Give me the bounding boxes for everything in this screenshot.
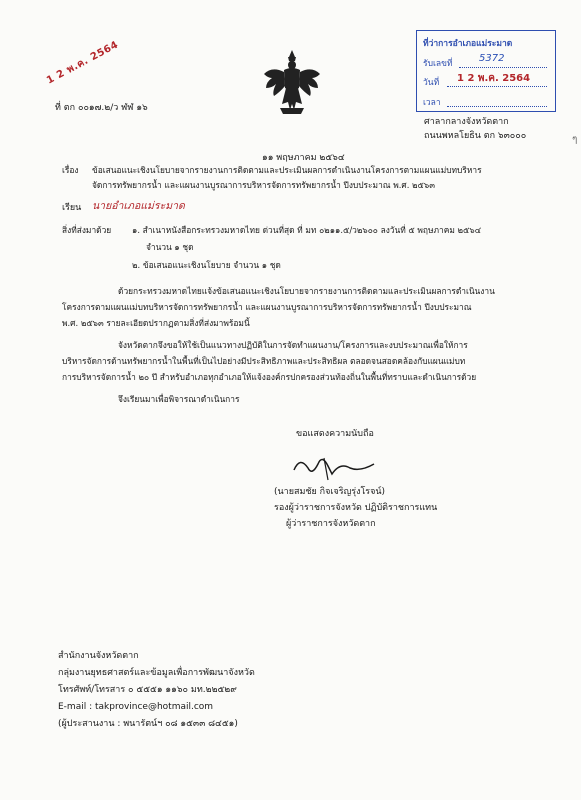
receipt-time-label: เวลา [423, 98, 441, 108]
paragraph-1-line-3: พ.ศ. ๒๕๖๓ รายละเอียดปรากฏตามสิ่งที่ส่งมาพร้อมนี้ [62, 318, 250, 328]
enclosure-item-1-qty: จำนวน ๑ ชุด [146, 242, 194, 252]
signer-position-1: รองผู้ว่าราชการจังหวัด ปฏิบัติราชการแทน [274, 503, 438, 513]
paragraph-2-line-2: บริหารจัดการด้านทรัพยากรน้ำในพื้นที่เป็นไปอย่างมีประสิทธิภาพและประสิทธิผล ตลอดจนสอดคล้องกับแผนแม่บท [62, 356, 466, 366]
enclosure-item-1: ๑. สำเนาหนังสือกระทรวงมหาดไทย ด่วนที่สุด ที่ มท ๐๒๑๑.๕/ว๒๖๐๐ ลงวันที่ ๕ พฤษภาคม ๒๕๖๔ [132, 225, 482, 235]
subject-label: เรื่อง [62, 165, 79, 175]
sender-address: ถนนพหลโยธิน ตก ๖๓๐๐๐ [424, 131, 527, 141]
receipt-stamp [416, 30, 556, 112]
paragraph-1-line-1: ด้วยกระทรวงมหาดไทยแจ้งข้อเสนอแนะเชิงนโยบายจากรายงานการติดตามและประเมินผลการดำเนินงาน [118, 286, 495, 296]
document-number: ที่ ตก ๐๐๑๗.๒/ว ฬฬ ๑๖ [55, 103, 148, 113]
signer-position-2: ผู้ว่าราชการจังหวัดตาก [286, 519, 376, 529]
received-date-stamp: 1 2 พ.ค. 2564 [44, 39, 121, 87]
receipt-no-label: รับเลขที่ [423, 59, 453, 69]
paragraph-3: จึงเรียนมาเพื่อพิจารณาดำเนินการ [118, 394, 240, 404]
footer-division: กลุ่มงานยุทธศาสตร์และข้อมูลเพื่อการพัฒนาจังหวัด [58, 668, 255, 678]
footer-email: E-mail : takprovince@hotmail.com [58, 702, 214, 712]
paragraph-1-line-2: โครงการตามแผนแม่บทบริหารจัดการทรัพยากรน้ำ และแผนงานบูรณาการบริหารจัดการทรัพยากรน้ำ ปีงบประมาณ [62, 302, 472, 312]
signature-scribble [288, 446, 378, 486]
footer-office: สำนักงานจังหวัดตาก [58, 651, 139, 661]
closing: ขอแสดงความนับถือ [296, 429, 374, 439]
page-side-mark: ๆ [572, 134, 578, 145]
subject-line-1: ข้อเสนอแนะเชิงนโยบายจากรายงานการติดตามและประเมินผลการดำเนินงานโครงการตามแผนแม่บทบริหาร [92, 165, 482, 175]
receipt-office: ที่ว่าการอำเภอแม่ระมาด [423, 39, 513, 49]
paragraph-2-line-1: จังหวัดตากจึงขอให้ใช้เป็นแนวทางปฏิบัติในการจัดทำแผนงาน/โครงการและงบประมาณเพื่อให้การ [118, 340, 468, 350]
subject-line-2: จัดการทรัพยากรน้ำ และแผนงานบูรณาการบริหารจัดการทรัพยากรน้ำ ปีงบประมาณ พ.ศ. ๒๕๖๓ [92, 180, 435, 190]
enclosure-item-2: ๒. ข้อเสนอแนะเชิงนโยบาย จำนวน ๑ ชุด [132, 260, 281, 270]
garuda-emblem-icon [262, 48, 322, 118]
letter-date: ๑๑ พฤษภาคม ๒๕๖๔ [262, 153, 345, 163]
footer-coordinator: (ผู้ประสานงาน : พนารัตน์ฯ ๐๘ ๑๕๓๓ ๘๔๕๑) [58, 719, 238, 729]
addressee-name: นายอำเภอแม่ระมาด [92, 200, 185, 212]
signer-name: (นายสมชัย กิจเจริญรุ่งโรจน์) [274, 487, 386, 497]
receipt-date: 1 2 พ.ค. 2564 [457, 73, 531, 84]
receipt-date-label: วันที่ [423, 78, 440, 88]
footer-phone: โทรศัพท์/โทรสาร ๐ ๕๕๕๑ ๑๑๖๐ มท.๒๒๕๒๙ [58, 685, 237, 695]
addressee-label: เรียน [62, 203, 82, 213]
receipt-no: 5372 [479, 53, 505, 64]
enclosure-label: สิ่งที่ส่งมาด้วย [62, 225, 112, 235]
sender-name: ศาลากลางจังหวัดตาก [424, 117, 509, 127]
paragraph-2-line-3: การบริหารจัดการน้ำ ๒๐ ปี สำหรับอำเภอทุกอำเภอให้แจ้งองค์กรปกครองส่วนท้องถิ่นในพื้นที่ทราบและดำเนินการด้วย [62, 372, 477, 382]
